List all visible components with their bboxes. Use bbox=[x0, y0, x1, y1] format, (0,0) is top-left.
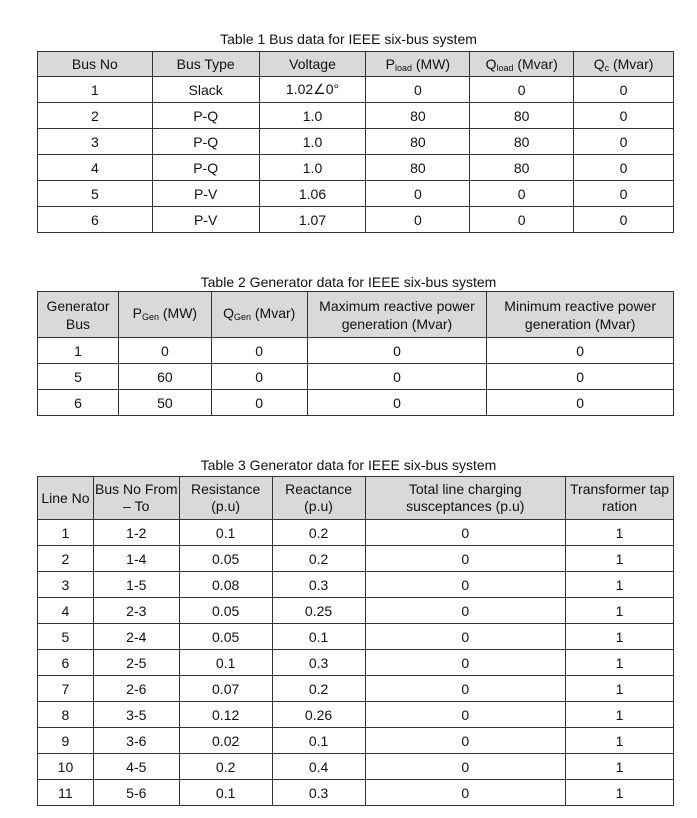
cell-tap: 1 bbox=[566, 598, 674, 624]
table-row bbox=[38, 155, 674, 181]
cell-voltage: 1.02∠0° bbox=[259, 77, 366, 103]
table-row bbox=[38, 754, 674, 780]
cell-buses: 2-4 bbox=[93, 624, 179, 650]
cell-resistance: 0.05 bbox=[179, 624, 272, 650]
cell-qload: 80 bbox=[470, 103, 574, 129]
cell-pload: 80 bbox=[366, 103, 470, 129]
cell-type: P-V bbox=[152, 181, 259, 207]
table-row bbox=[38, 364, 674, 390]
header-bus-from-to: Bus No From – To bbox=[93, 477, 179, 520]
table-header-row bbox=[38, 477, 674, 520]
cell-charging: 0 bbox=[365, 650, 566, 676]
table-row bbox=[38, 181, 674, 207]
cell-charging: 0 bbox=[365, 546, 566, 572]
cell-bus: 6 bbox=[38, 390, 119, 416]
cell-reactance: 0.25 bbox=[272, 598, 365, 624]
bus-data-table bbox=[37, 51, 674, 233]
cell-reactance: 0.2 bbox=[272, 520, 365, 546]
header-voltage: Voltage bbox=[259, 52, 366, 77]
cell-resistance: 0.05 bbox=[179, 598, 272, 624]
cell-bus: 4 bbox=[38, 155, 153, 181]
cell-qc: 0 bbox=[574, 155, 674, 181]
cell-bus: 5 bbox=[38, 364, 119, 390]
cell-qc: 0 bbox=[574, 129, 674, 155]
header-transformer-tap: Transformer tap ration bbox=[566, 477, 674, 520]
cell-voltage: 1.0 bbox=[259, 155, 366, 181]
line-data-table bbox=[37, 476, 674, 806]
cell-buses: 3-5 bbox=[93, 702, 179, 728]
cell-type: P-Q bbox=[152, 129, 259, 155]
cell-voltage: 1.0 bbox=[259, 129, 366, 155]
cell-tap: 1 bbox=[566, 754, 674, 780]
cell-qgen: 0 bbox=[211, 338, 307, 364]
table-row bbox=[38, 598, 674, 624]
cell-type: P-Q bbox=[152, 155, 259, 181]
cell-charging: 0 bbox=[365, 520, 566, 546]
cell-line: 7 bbox=[38, 676, 94, 702]
cell-qc: 0 bbox=[574, 103, 674, 129]
cell-buses: 3-6 bbox=[93, 728, 179, 754]
table-row bbox=[38, 546, 674, 572]
cell-charging: 0 bbox=[365, 598, 566, 624]
cell-bus: 1 bbox=[38, 77, 153, 103]
cell-tap: 1 bbox=[566, 546, 674, 572]
cell-buses: 5-6 bbox=[93, 780, 179, 806]
cell-tap: 1 bbox=[566, 650, 674, 676]
cell-reactance: 0.26 bbox=[272, 702, 365, 728]
table-row bbox=[38, 103, 674, 129]
table-row bbox=[38, 702, 674, 728]
cell-qgen: 0 bbox=[211, 390, 307, 416]
table-row bbox=[38, 572, 674, 598]
cell-buses: 2-5 bbox=[93, 650, 179, 676]
cell-line: 2 bbox=[38, 546, 94, 572]
cell-max: 0 bbox=[307, 364, 487, 390]
cell-resistance: 0.02 bbox=[179, 728, 272, 754]
cell-tap: 1 bbox=[566, 780, 674, 806]
generator-data-table bbox=[37, 291, 674, 416]
cell-line: 8 bbox=[38, 702, 94, 728]
table1-caption: Table 1 Bus data for IEEE six-bus system bbox=[220, 31, 477, 47]
cell-qload: 0 bbox=[470, 77, 574, 103]
table-row bbox=[38, 624, 674, 650]
table-row bbox=[38, 338, 674, 364]
cell-qload: 80 bbox=[470, 129, 574, 155]
cell-line: 4 bbox=[38, 598, 94, 624]
cell-pgen: 50 bbox=[118, 390, 211, 416]
cell-voltage: 1.06 bbox=[259, 181, 366, 207]
table-row bbox=[38, 650, 674, 676]
cell-type: P-V bbox=[152, 207, 259, 233]
cell-reactance: 0.3 bbox=[272, 572, 365, 598]
cell-qc: 0 bbox=[574, 77, 674, 103]
cell-resistance: 0.2 bbox=[179, 754, 272, 780]
cell-pload: 0 bbox=[366, 207, 470, 233]
header-bus-type: Bus Type bbox=[152, 52, 259, 77]
table-header-row bbox=[38, 292, 674, 338]
header-qgen: $Q_{Gen}$ (Mvar) bbox=[211, 292, 307, 338]
table-row bbox=[38, 780, 674, 806]
cell-reactance: 0.3 bbox=[272, 780, 365, 806]
cell-tap: 1 bbox=[566, 520, 674, 546]
cell-resistance: 0.1 bbox=[179, 650, 272, 676]
cell-charging: 0 bbox=[365, 754, 566, 780]
cell-line: 3 bbox=[38, 572, 94, 598]
cell-charging: 0 bbox=[365, 624, 566, 650]
cell-tap: 1 bbox=[566, 702, 674, 728]
cell-charging: 0 bbox=[365, 676, 566, 702]
cell-buses: 1-5 bbox=[93, 572, 179, 598]
cell-line: 1 bbox=[38, 520, 94, 546]
cell-type: P-Q bbox=[152, 103, 259, 129]
cell-reactance: 0.3 bbox=[272, 650, 365, 676]
cell-resistance: 0.1 bbox=[179, 520, 272, 546]
cell-qload: 0 bbox=[470, 207, 574, 233]
table2-caption: Table 2 Generator data for IEEE six-bus system bbox=[200, 274, 497, 290]
cell-qload: 0 bbox=[470, 181, 574, 207]
cell-bus: 3 bbox=[38, 129, 153, 155]
cell-min: 0 bbox=[487, 338, 674, 364]
cell-bus: 2 bbox=[38, 103, 153, 129]
cell-pload: 80 bbox=[366, 129, 470, 155]
table-row bbox=[38, 207, 674, 233]
cell-buses: 1-4 bbox=[93, 546, 179, 572]
header-line-charging: Total line charging susceptances (p.u) bbox=[365, 477, 566, 520]
header-generator-bus: Generator Bus bbox=[38, 292, 119, 338]
cell-resistance: 0.07 bbox=[179, 676, 272, 702]
table-row bbox=[38, 77, 674, 103]
table-row bbox=[38, 520, 674, 546]
cell-buses: 1-2 bbox=[93, 520, 179, 546]
cell-resistance: 0.05 bbox=[179, 546, 272, 572]
table-row bbox=[38, 728, 674, 754]
cell-charging: 0 bbox=[365, 572, 566, 598]
cell-charging: 0 bbox=[365, 728, 566, 754]
header-bus-no: Bus No bbox=[38, 52, 153, 77]
cell-pgen: 0 bbox=[118, 338, 211, 364]
header-max-reactive: Maximum reactive power generation (Mvar) bbox=[307, 292, 487, 338]
cell-resistance: 0.1 bbox=[179, 780, 272, 806]
cell-qload: 80 bbox=[470, 155, 574, 181]
header-reactance: Reactance (p.u) bbox=[272, 477, 365, 520]
cell-voltage: 1.07 bbox=[259, 207, 366, 233]
cell-resistance: 0.12 bbox=[179, 702, 272, 728]
table3-caption: Table 3 Generator data for IEEE six-bus system bbox=[200, 457, 497, 473]
cell-line: 11 bbox=[38, 780, 94, 806]
cell-buses: 2-3 bbox=[93, 598, 179, 624]
cell-pload: 80 bbox=[366, 155, 470, 181]
cell-qgen: 0 bbox=[211, 364, 307, 390]
cell-max: 0 bbox=[307, 390, 487, 416]
cell-buses: 2-6 bbox=[93, 676, 179, 702]
cell-type: Slack bbox=[152, 77, 259, 103]
cell-bus: 5 bbox=[38, 181, 153, 207]
header-pload: $P_{load}$ (MW) bbox=[366, 52, 470, 77]
table-row bbox=[38, 129, 674, 155]
cell-reactance: 0.2 bbox=[272, 546, 365, 572]
cell-pload: 0 bbox=[366, 77, 470, 103]
cell-line: 9 bbox=[38, 728, 94, 754]
header-min-reactive: Minimum reactive power generation (Mvar) bbox=[487, 292, 674, 338]
cell-charging: 0 bbox=[365, 702, 566, 728]
cell-reactance: 0.4 bbox=[272, 754, 365, 780]
table-row bbox=[38, 676, 674, 702]
cell-tap: 1 bbox=[566, 624, 674, 650]
cell-reactance: 0.1 bbox=[272, 624, 365, 650]
cell-bus: 1 bbox=[38, 338, 119, 364]
header-qc: $Q_c$ (Mvar) bbox=[574, 52, 674, 77]
cell-bus: 6 bbox=[38, 207, 153, 233]
cell-pgen: 60 bbox=[118, 364, 211, 390]
header-qload: $Q_{load}$ (Mvar) bbox=[470, 52, 574, 77]
table-row bbox=[38, 390, 674, 416]
cell-line: 5 bbox=[38, 624, 94, 650]
cell-qc: 0 bbox=[574, 181, 674, 207]
cell-line: 10 bbox=[38, 754, 94, 780]
cell-resistance: 0.08 bbox=[179, 572, 272, 598]
cell-tap: 1 bbox=[566, 728, 674, 754]
cell-buses: 4-5 bbox=[93, 754, 179, 780]
cell-tap: 1 bbox=[566, 572, 674, 598]
cell-tap: 1 bbox=[566, 676, 674, 702]
cell-max: 0 bbox=[307, 338, 487, 364]
cell-reactance: 0.1 bbox=[272, 728, 365, 754]
cell-min: 0 bbox=[487, 364, 674, 390]
header-pgen: $P_{Gen}$ (MW) bbox=[118, 292, 211, 338]
cell-min: 0 bbox=[487, 390, 674, 416]
cell-voltage: 1.0 bbox=[259, 103, 366, 129]
cell-pload: 0 bbox=[366, 181, 470, 207]
cell-qc: 0 bbox=[574, 207, 674, 233]
cell-charging: 0 bbox=[365, 780, 566, 806]
cell-line: 6 bbox=[38, 650, 94, 676]
header-line-no: Line No bbox=[38, 477, 94, 520]
table-header-row bbox=[38, 52, 674, 77]
header-resistance: Resistance (p.u) bbox=[179, 477, 272, 520]
cell-reactance: 0.2 bbox=[272, 676, 365, 702]
